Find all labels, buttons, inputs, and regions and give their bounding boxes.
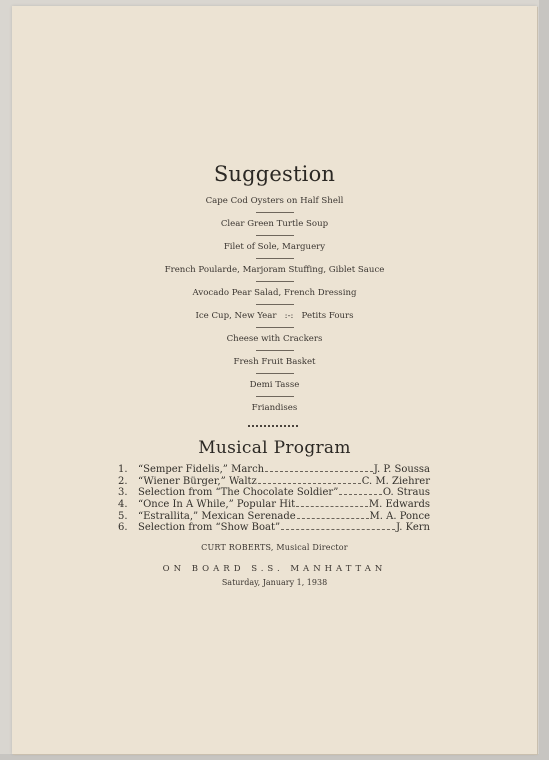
program-number: 6. bbox=[118, 522, 128, 534]
suggestion-title: Suggestion bbox=[213, 162, 336, 186]
divider bbox=[256, 212, 294, 213]
program-piece: “Once In A While,” Popular Hit bbox=[138, 499, 296, 511]
program-piece: Selection from “The Chocolate Soldier” bbox=[138, 487, 339, 499]
menu-item: Clear Green Turtle Soup bbox=[220, 219, 329, 229]
program-row bbox=[118, 499, 430, 511]
menu-list bbox=[0, 196, 549, 413]
musical-program-title: Musical Program bbox=[198, 438, 351, 458]
divider bbox=[256, 304, 294, 305]
dash-leader bbox=[296, 505, 368, 507]
dash-leader bbox=[258, 482, 361, 484]
program-composer: C. M. Ziehrer bbox=[361, 475, 430, 487]
program-piece: Selection from “Show Boat” bbox=[138, 522, 281, 534]
divider bbox=[256, 258, 294, 259]
menu-item: French Poularde, Marjoram Stuffing, Giblet Sauce bbox=[164, 265, 385, 275]
menu-item: Fresh Fruit Basket bbox=[233, 357, 316, 367]
program-composer: J. Kern bbox=[396, 522, 430, 534]
divider bbox=[256, 235, 294, 236]
program-number: 3. bbox=[118, 487, 128, 499]
divider bbox=[256, 373, 294, 374]
program-piece: “Estrallita,” Mexican Serenade bbox=[138, 510, 296, 522]
program-number: 2. bbox=[118, 475, 128, 487]
dash-leader bbox=[339, 493, 382, 495]
menu-item: Demi Tasse bbox=[249, 380, 300, 390]
program-number: 5. bbox=[118, 510, 128, 522]
program-row bbox=[118, 476, 430, 488]
divider bbox=[256, 327, 294, 328]
program-piece: “Wiener Bürger,” Waltz bbox=[138, 475, 257, 487]
ship-name: ON BOARD S.S. MANHATTAN bbox=[162, 564, 387, 574]
dash-leader bbox=[265, 470, 373, 472]
divider bbox=[256, 281, 294, 282]
musical-director: CURT ROBERTS, Musical Director bbox=[201, 543, 348, 552]
program-composer: M. A. Ponce bbox=[369, 510, 430, 522]
program-list bbox=[118, 464, 430, 534]
divider bbox=[256, 350, 294, 351]
menu-date: Saturday, January 1, 1938 bbox=[221, 578, 328, 587]
program-row bbox=[118, 487, 430, 499]
menu-item: Ice Cup, New Year :-: Petits Fours bbox=[195, 311, 354, 321]
scan-border-bottom bbox=[0, 754, 549, 760]
divider bbox=[256, 396, 294, 397]
program-composer: J. P. Soussa bbox=[373, 464, 430, 475]
program-composer: O. Straus bbox=[382, 487, 430, 499]
menu-item: Filet of Sole, Marguery bbox=[223, 242, 326, 252]
menu-item: Avocado Pear Salad, French Dressing bbox=[192, 288, 357, 298]
dash-leader bbox=[297, 517, 369, 519]
menu-item: Cape Cod Oysters on Half Shell bbox=[205, 196, 344, 206]
program-number: 4. bbox=[118, 499, 128, 511]
menu-item: Friandises bbox=[251, 403, 298, 413]
program-composer: M. Edwards bbox=[368, 499, 430, 511]
program-row bbox=[118, 522, 430, 534]
dotted-ornament bbox=[248, 425, 298, 429]
menu-item: Cheese with Crackers bbox=[226, 334, 323, 344]
dash-leader bbox=[281, 528, 395, 530]
program-number: 1. bbox=[118, 464, 128, 475]
program-row bbox=[118, 464, 430, 476]
program-row bbox=[118, 511, 430, 523]
program-piece: “Semper Fidelis,” March bbox=[138, 464, 265, 475]
